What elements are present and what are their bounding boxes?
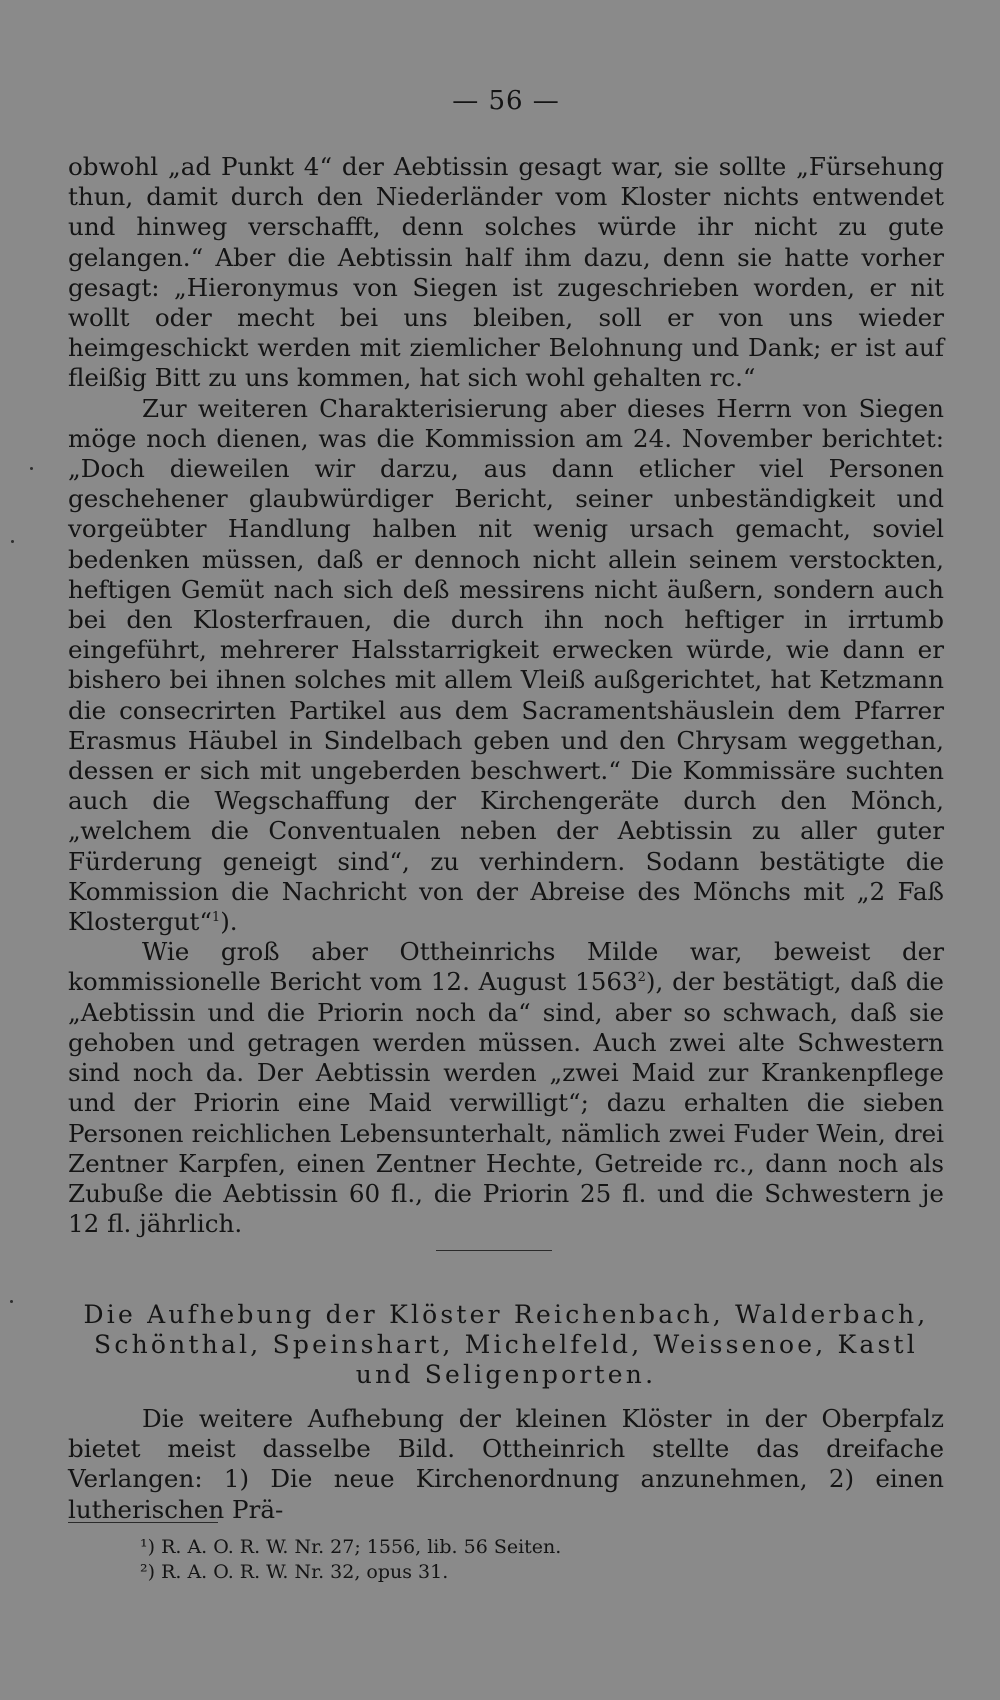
section-heading-line-1: Die Aufhebung der Klöster Reichenbach, Walderbach,	[83, 1300, 929, 1329]
footnotes	[140, 1535, 940, 1585]
footnote-rule	[68, 1522, 218, 1523]
paragraph-3	[68, 937, 944, 1239]
paragraph-3-text-a: Wie groß aber Ottheinrichs Milde war, beweist der kommissionelle Bericht vom 12. August 1563	[68, 937, 944, 997]
paragraph-3-text-b: , der bestätigt, daß die „Aebtissin und die Priorin noch da“ sind, aber so schwach, daß sie gehoben und getragen werden müssen. Auch zwei alte Schwestern sind noch da. Der Aebtissin werden „zwei Maid zur Krankenpflege und der Priorin eine Maid verwilligt“; dazu erhalten die sieben Personen reichlichen Lebensunterhalt, nämlich zwei Fuder Wein, drei Zentner Karpfen, einen Zentner Hechte, Getreide rc., dann noch als Zubuße die Aebtissin 60 fl., die Priorin 25 fl. und die Schwestern je 12 fl. jährlich.	[68, 967, 944, 1239]
section-heading-line-2: Schönthal, Speinshart, Michelfeld, Weissenoe, Kastl	[94, 1330, 918, 1359]
section-paragraph: Die weitere Aufhebung der kleinen Klöster in der Oberpfalz bietet meist dasselbe Bild. Ottheinrich stellte das dreifache Verlangen: 1) Die neue Kirchenordnung anzunehmen, 2) einen lutherischen Prä-	[68, 1404, 944, 1524]
scan-speck	[10, 1300, 13, 1303]
paragraph-1: obwohl „ad Punkt 4“ der Aebtissin gesagt war, sie sollte „Fürsehung thun, damit durch den Niederländer vom Kloster nichts entwendet und hinweg verschafft, denn solches würde ihr nicht zu gute gelangen.“ Aber die Aebtissin half ihm dazu, denn sie hatte vorher gesagt: „Hieronymus von Siegen ist zugeschrieben worden, er nit wollt oder mecht bei uns bleiben, soll er von uns wieder heimgeschickt werden mit ziemlicher Belohnung und Dank; er ist auf fleißig Bitt zu uns kommen, hat sich wohl gehalten rc.“	[68, 152, 944, 393]
paragraph-2-text: Zur weiteren Charakterisierung aber dieses Herrn von Siegen möge noch dienen, was die Kommission am 24. November berichtet: „Doch dieweilen wir darzu, aus dann etlicher viel Personen geschehener glaubwürdiger Bericht, seiner unbeständigkeit und vorgeübter Handlung halben nit wenig ursach gemacht, soviel bedenken müssen, daß er dennoch nicht allein seinem verstockten, heftigen Gemüt nach sich deß messirens nicht äußern, sondern auch bei den Klosterfrauen, die durch ihn noch heftiger in irrtumb eingeführt, mehrerer Halsstarrigkeit erwecken würde, wie dann er bishero bei ihnen solches mit allem Vleiß außgerichtet, hat Ketzmann die consecrirten Partikel aus dem Sacramentshäuslein dem Pfarrer Erasmus Häubel in Sindelbach geben und den Chrysam weggethan, dessen er sich mit ungeberden beschwert.“ Die Kommissäre suchten auch die Wegschaffung der Kirchengeräte durch den Mönch, „welchem die Conventualen neben der Aebtissin zu aller guter Fürderung geneigt sind“, zu verhindern. Sodann bestätigte die Kommission die Nachricht von der Abreise des Mönchs mit „2 Faß Klostergut“	[68, 393, 944, 937]
document-page	[68, 0, 944, 1700]
scan-speck	[11, 540, 14, 543]
footnote-ref-2: 2	[637, 970, 646, 986]
page-number: — 56 —	[452, 86, 560, 116]
main-text	[68, 152, 944, 1239]
footnote-2: ²) R. A. O. R. W. Nr. 32, opus 31.	[140, 1561, 449, 1583]
footnote-ref-1: 1	[211, 909, 221, 925]
footnote-ref-2-tail: )	[645, 967, 656, 997]
section-divider	[436, 1250, 552, 1251]
paragraph-2	[68, 394, 944, 938]
footnote-ref-1-tail: ).	[220, 907, 238, 937]
scan-speck	[30, 467, 33, 470]
section-reichenbach	[68, 1300, 944, 1525]
section-heading	[68, 1300, 944, 1390]
section-heading-line-3: und Seligenporten.	[355, 1360, 657, 1389]
footnote-1: ¹) R. A. O. R. W. Nr. 27; 1556, lib. 56 Seiten.	[140, 1536, 562, 1558]
